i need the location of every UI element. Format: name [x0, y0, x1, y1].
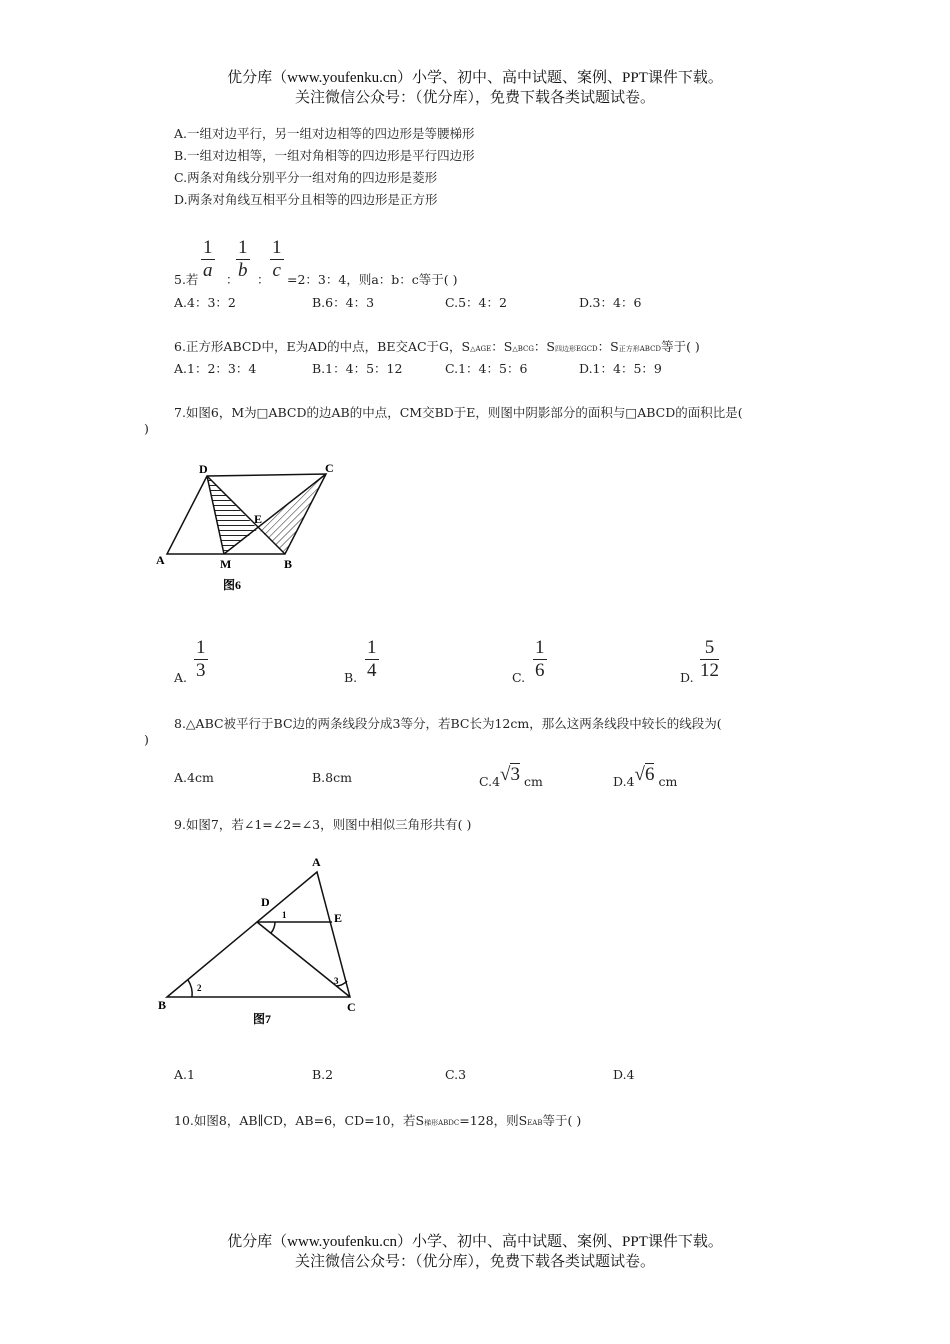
q8-option-c: C.4√3 cm: [479, 764, 543, 789]
q8-question-line-2: ): [144, 732, 149, 747]
figure-6-label-e: E: [254, 512, 263, 526]
q5-fraction-1-over-b: $\frac{1}{b}$: [238, 237, 248, 281]
q9-option-d: D.4: [613, 1067, 635, 1082]
header-line-2: 关注微信公众号：（优分库），免费下载各类试题试卷。: [294, 90, 655, 106]
q6-option-a: A.1：2：3：4: [174, 361, 257, 376]
q4-option-d: D.两条对角线互相平分且相等的四边形是正方形: [174, 192, 438, 207]
q7-question-line-2: ): [144, 421, 149, 436]
figure-6-caption: 图6: [223, 578, 242, 592]
figure-7-angle-2-arc: [188, 980, 192, 997]
q7-option-a-fraction: $\frac{1}{3}$: [196, 637, 206, 681]
figure-7-label-b: B: [158, 998, 167, 1012]
q7-question-line-1: 7.如图6，M为□ABCD的边AB的中点，CM交BD于E，则图中阴影部分的面积与□ABCD的面积比是(: [174, 405, 743, 420]
q4-option-a: A.一组对边平行，另一组对边相等的四边形是等腰梯形: [174, 126, 475, 141]
q9-option-b: B.2: [312, 1067, 334, 1082]
q8-question-line-1: 8.△ABC被平行于BC边的两条线段分成3等分，若BC长为12cm，那么这两条线段中较长的线段为(: [174, 716, 722, 731]
q6-question: 6.正方形ABCD中，E为AD的中点，BE交AC于G，S△AGE：S△BCG：S四边形EGCD：S正方形ABCD等于( ): [174, 339, 700, 354]
q6-option-c: C.1：4：5：6: [445, 361, 528, 376]
q6-option-b: B.1：4：5：12: [312, 361, 403, 376]
q8-option-a: A.4cm: [174, 770, 214, 785]
q10-question: 10.如图8，AB∥CD，AB=6，CD=10，若S梯形ABDC=128，则SEAB等于( ): [174, 1113, 582, 1128]
figure-7-label-angle-1: 1: [282, 910, 287, 920]
figure-6: [150, 458, 350, 598]
figure-7-triangle-abc: [167, 872, 350, 997]
footer-line-1: 优分库（www.youfenku.cn）小学、初中、高中试题、案例、PPT课件下载。: [227, 1234, 723, 1250]
q7-option-c-fraction: $\frac{1}{6}$: [535, 637, 545, 681]
q9-option-a: A.1: [174, 1067, 195, 1082]
q7-option-b-letter: B.: [344, 670, 358, 685]
q5-suffix: =2：3：4，则a：b：c等于( ): [287, 272, 458, 287]
q5-colon-2: ：: [257, 272, 270, 287]
figure-7-label-d: D: [261, 895, 270, 909]
q5-option-d: D.3：4：6: [579, 295, 642, 310]
header-line-1: 优分库（www.youfenku.cn）小学、初中、高中试题、案例、PPT课件下载。: [227, 70, 723, 86]
q7-option-b-fraction: $\frac{1}{4}$: [367, 637, 377, 681]
figure-6-label-a: A: [156, 553, 165, 567]
q7-option-c-letter: C.: [512, 670, 526, 685]
figure-6-label-m: M: [220, 557, 232, 571]
q5-prefix: 5.若: [174, 272, 199, 287]
q8-option-b: B.8cm: [312, 770, 352, 785]
q4-option-b: B.一组对边相等，一组对角相等的四边形是平行四边形: [174, 148, 475, 163]
q5-fraction-1-over-c: $\frac{1}{c}$: [272, 237, 282, 281]
figure-6-label-b: B: [284, 557, 293, 571]
q5-option-a: A.4：3：2: [174, 295, 236, 310]
q5-fraction-1-over-a: $\frac{1}{a}$: [203, 237, 213, 281]
figure-6-shaded-triangle-ceb: [258, 474, 326, 554]
q5-option-c: C.5：4：2: [445, 295, 507, 310]
q4-option-c: C.两条对角线分别平分一组对角的四边形是菱形: [174, 170, 438, 185]
figure-6-label-d: D: [199, 462, 208, 476]
figure-7-label-a: A: [312, 855, 321, 869]
q9-option-c: C.3: [445, 1067, 467, 1082]
figure-7-label-e: E: [334, 911, 343, 925]
figure-7-label-c: C: [347, 1000, 356, 1014]
q7-option-d-letter: D.: [680, 670, 694, 685]
q5-option-b: B.6：4：3: [312, 295, 375, 310]
figure-6-shaded-triangle-dme: [207, 476, 258, 554]
figure-6-label-c: C: [325, 461, 334, 475]
q9-question: 9.如图7，若∠1=∠2=∠3，则图中相似三角形共有( ): [174, 817, 472, 832]
q7-option-a-letter: A.: [174, 670, 188, 685]
q6-option-d: D.1：4：5：9: [579, 361, 662, 376]
figure-7: [150, 850, 370, 1035]
figure-7-caption: 图7: [253, 1012, 272, 1026]
footer-line-2: 关注微信公众号：（优分库），免费下载各类试题试卷。: [294, 1254, 655, 1270]
figure-7-label-angle-2: 2: [197, 983, 202, 993]
q7-option-d-fraction: $\frac{5}{12}$: [700, 637, 719, 681]
figure-7-label-angle-3: 3: [334, 976, 339, 986]
figure-7-angle-1-arc: [271, 922, 275, 933]
q5-colon-1: ：: [226, 272, 239, 287]
q8-option-d: D.4√6 cm: [613, 764, 678, 789]
